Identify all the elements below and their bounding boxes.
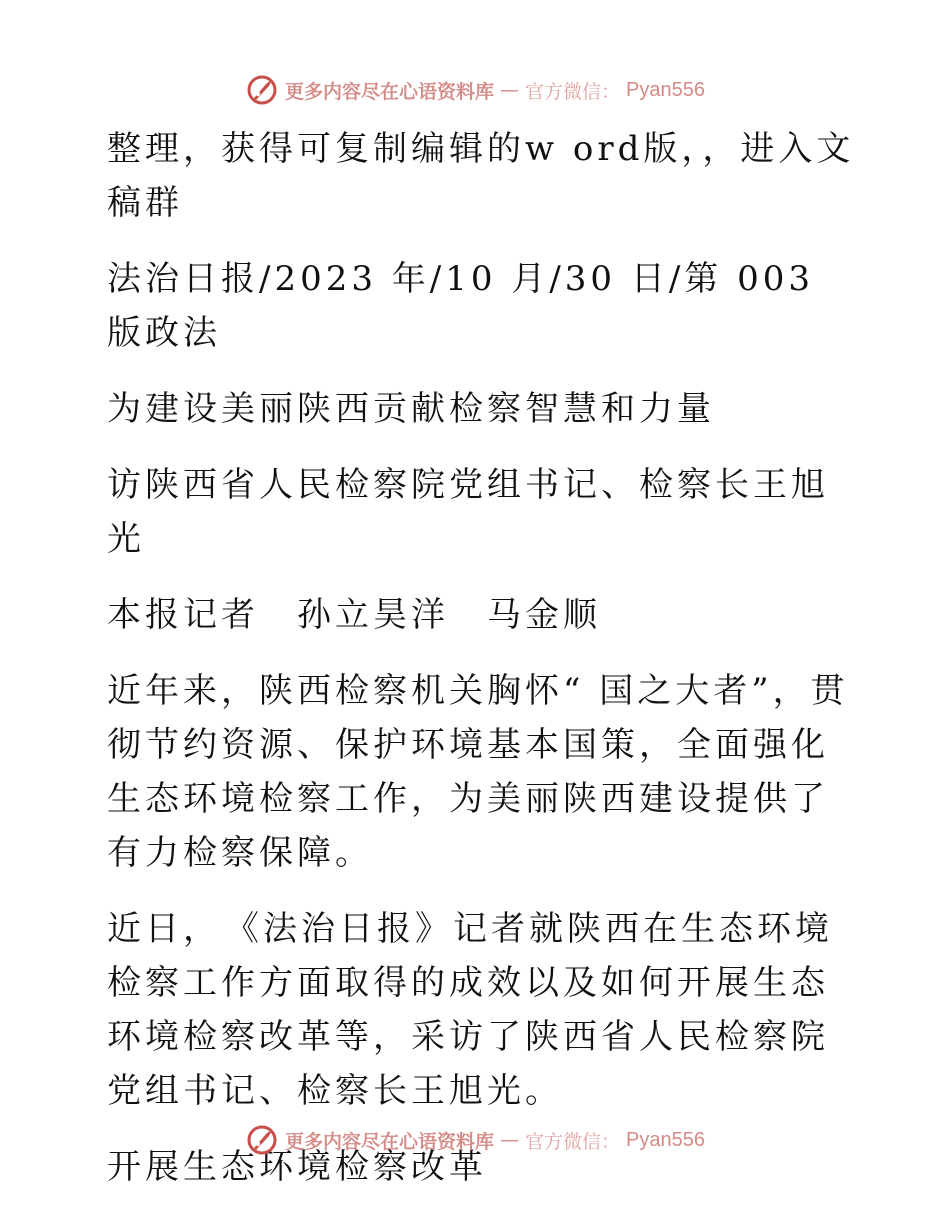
- intro-note: 整理，获得可复制编辑的w ord版，，进入文稿群: [107, 129, 855, 223]
- article-title: 为建设美丽陕西贡献检察智慧和力量: [107, 389, 715, 429]
- body-paragraph: 近年来，陕西检察机关胸怀“ 国之大者”，贯彻节约资源、保护环境基本国策，全面强化生态环境检察工作，为美丽陕西建设提供了有力检察保障。: [107, 671, 849, 873]
- pen-nib-circle-icon: [245, 73, 279, 107]
- document-body: [97, 122, 857, 1216]
- article-subtitle: 访陕西省人民检察院党组书记、检察长王旭光: [107, 465, 829, 559]
- footer-watermark: [0, 1120, 950, 1160]
- watermark-wechat-id: Pyan556: [626, 78, 705, 101]
- watermark-wechat-id: Pyan556: [626, 1128, 705, 1151]
- byline: 本报记者 孙立昊洋 马金顺: [107, 595, 601, 635]
- watermark-official-label: 官方微信：: [525, 80, 621, 103]
- watermark-dash: —: [500, 79, 520, 101]
- watermark-site-text: 更多内容尽在心语资料库: [285, 1130, 495, 1153]
- pen-nib-circle-icon: [245, 1123, 279, 1157]
- header-watermark: [0, 70, 950, 110]
- watermark-site-text: 更多内容尽在心语资料库: [285, 80, 495, 103]
- body-paragraph: 近日， 《法治日报》记者就陕西在生态环境检察工作方面取得的成效以及如何开展生态环境检察改革等，采访了陕西省人民检察院党组书记、检察长王旭光。: [107, 909, 833, 1111]
- publication-info: 法治日报/2023 年/10 月/30 日/第 003 版政法: [107, 259, 815, 353]
- watermark-dash: —: [500, 1129, 520, 1151]
- watermark-official-label: 官方微信：: [525, 1130, 621, 1153]
- section-heading: 开展生态环境检察改革: [107, 1147, 487, 1187]
